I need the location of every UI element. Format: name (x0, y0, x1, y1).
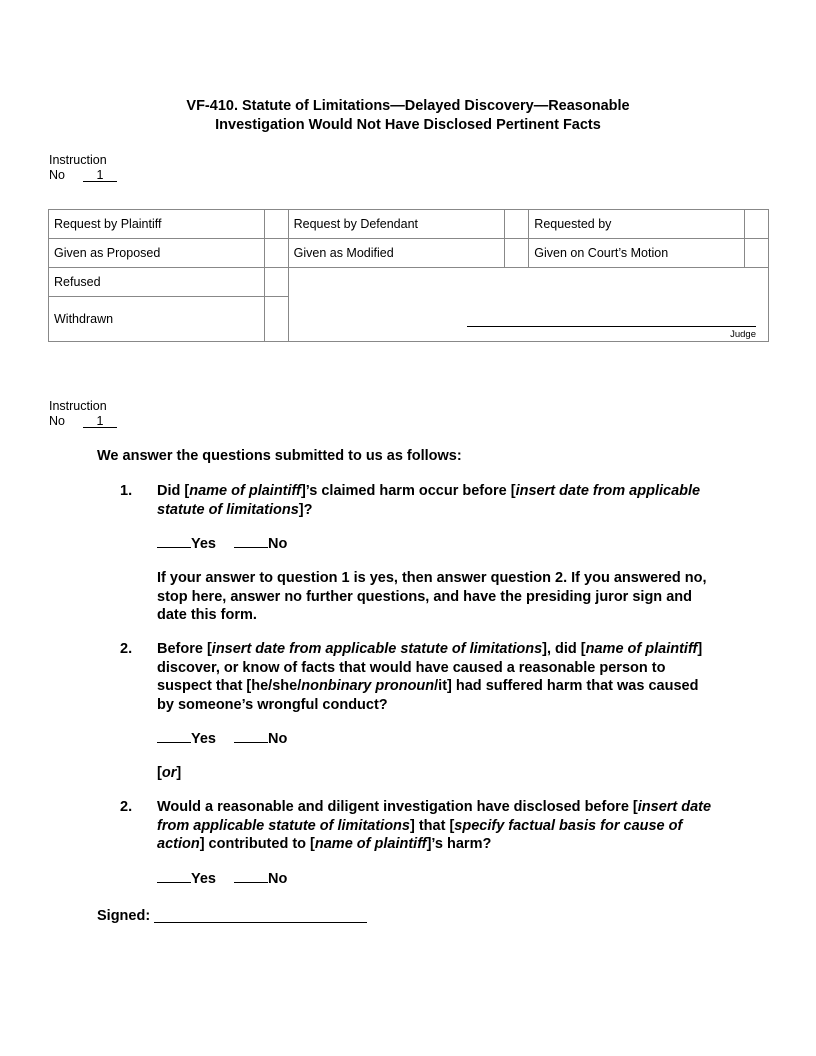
no-label: No (268, 731, 288, 747)
text-run: ], did [ (542, 641, 586, 657)
requested-by-checkbox[interactable] (744, 210, 768, 239)
request-by-defendant-checkbox[interactable] (505, 210, 529, 239)
question-2b-text (157, 798, 717, 854)
instruction-block-bottom (49, 399, 117, 428)
given-as-modified-label: Given as Modified (288, 239, 505, 268)
judge-signature-cell (288, 268, 768, 342)
title-line-2: Investigation Would Not Have Disclosed Pertinent Facts (215, 117, 601, 133)
text-run: ]? (298, 501, 313, 518)
given-on-courts-motion-label: Given on Court’s Motion (529, 239, 745, 268)
question-1-followup: If your answer to question 1 is yes, then answer question 2. If you answered no, stop here, answer no further questions, and have the presiding juror sign and date this form. (157, 570, 707, 623)
request-by-plaintiff-checkbox[interactable] (264, 210, 288, 239)
form-title (0, 97, 816, 135)
placeholder-text: name of plaintiff (314, 836, 427, 852)
requested-by-label: Requested by (529, 210, 745, 239)
yes-blank[interactable] (157, 882, 191, 883)
text-run: Did [ (157, 483, 190, 499)
no-label: No (268, 536, 288, 552)
no-blank[interactable] (234, 882, 268, 883)
refused-checkbox[interactable] (264, 268, 288, 297)
instruction-block-top (49, 153, 117, 182)
question-2b-number: 2. (120, 799, 133, 815)
given-as-proposed-checkbox[interactable] (264, 239, 288, 268)
text-run: ] (176, 765, 182, 781)
question-2a-answer (157, 731, 287, 747)
text-run: ] that [ (409, 817, 455, 834)
yes-blank[interactable] (157, 742, 191, 743)
placeholder-text: specify factual basis for cause of action (157, 817, 683, 852)
instruction-no-label: No (49, 413, 65, 428)
request-by-plaintiff-label: Request by Plaintiff (49, 210, 265, 239)
judge-signature-line[interactable] (467, 326, 756, 327)
instruction-number-row (49, 414, 117, 429)
table-row (49, 210, 769, 239)
question-1-text (157, 482, 717, 519)
table-row (49, 268, 769, 297)
instruction-number-row (49, 168, 117, 183)
placeholder-text: name of plaintiff (189, 483, 301, 499)
no-blank[interactable] (234, 742, 268, 743)
placeholder-text: name of plaintiff (585, 641, 698, 657)
verdict-intro: We answer the questions submitted to us as follows: (97, 448, 462, 464)
yes-label: Yes (191, 536, 216, 552)
question-1-number: 1. (120, 483, 133, 499)
text-run: ] contributed to [ (199, 836, 315, 852)
table-row (49, 239, 769, 268)
withdrawn-checkbox[interactable] (264, 297, 288, 342)
no-label: No (268, 871, 288, 887)
question-2a-text (157, 640, 717, 714)
instruction-label: Instruction (49, 153, 107, 167)
signed-label: Signed: (97, 908, 151, 924)
text-run: [ (157, 765, 162, 781)
question-1-answer (157, 536, 287, 552)
instruction-no-label: No (49, 167, 65, 182)
yes-label: Yes (191, 731, 216, 747)
title-line-1: VF-410. Statute of Limitations—Delayed Discovery—Reasonable (186, 98, 630, 114)
given-as-modified-checkbox[interactable] (505, 239, 529, 268)
given-as-proposed-label: Given as Proposed (49, 239, 265, 268)
text-run: ]’s claimed harm occur before [ (300, 483, 516, 499)
given-on-courts-motion-checkbox[interactable] (744, 239, 768, 268)
instruction-label: Instruction (49, 399, 107, 413)
request-table (48, 209, 769, 342)
no-blank[interactable] (234, 547, 268, 548)
placeholder-text: insert date from applicable statute of limitations (157, 799, 712, 834)
text-run: Would a reasonable and diligent investigation have disclosed before [ (157, 799, 638, 815)
withdrawn-label: Withdrawn (49, 297, 265, 342)
judge-label: Judge (730, 329, 756, 340)
placeholder-text: insert date from applicable statute of limitations (157, 483, 701, 518)
text-run: ] discover, or know of facts that would have caused a reasonable person to suspect that [he/she/ (157, 641, 703, 694)
or-word: or (161, 765, 177, 781)
placeholder-text: insert date from applicable statute of limitations (211, 641, 543, 657)
request-by-defendant-label: Request by Defendant (288, 210, 505, 239)
instruction-number: 1 (83, 415, 117, 428)
or-separator (157, 764, 717, 783)
question-2a-number: 2. (120, 641, 133, 657)
text-run: Before [ (157, 641, 212, 657)
text-run: ]’s harm? (426, 836, 492, 852)
placeholder-text: nonbinary pronoun (301, 678, 435, 694)
signature-line[interactable] (154, 908, 367, 923)
instruction-number: 1 (83, 169, 117, 182)
signature-row (97, 908, 367, 924)
question-2b-answer (157, 871, 287, 887)
yes-label: Yes (191, 871, 216, 887)
text-run: /it] had suffered harm that was caused by someone’s wrongful conduct? (157, 678, 699, 713)
refused-label: Refused (49, 268, 265, 297)
yes-blank[interactable] (157, 547, 191, 548)
